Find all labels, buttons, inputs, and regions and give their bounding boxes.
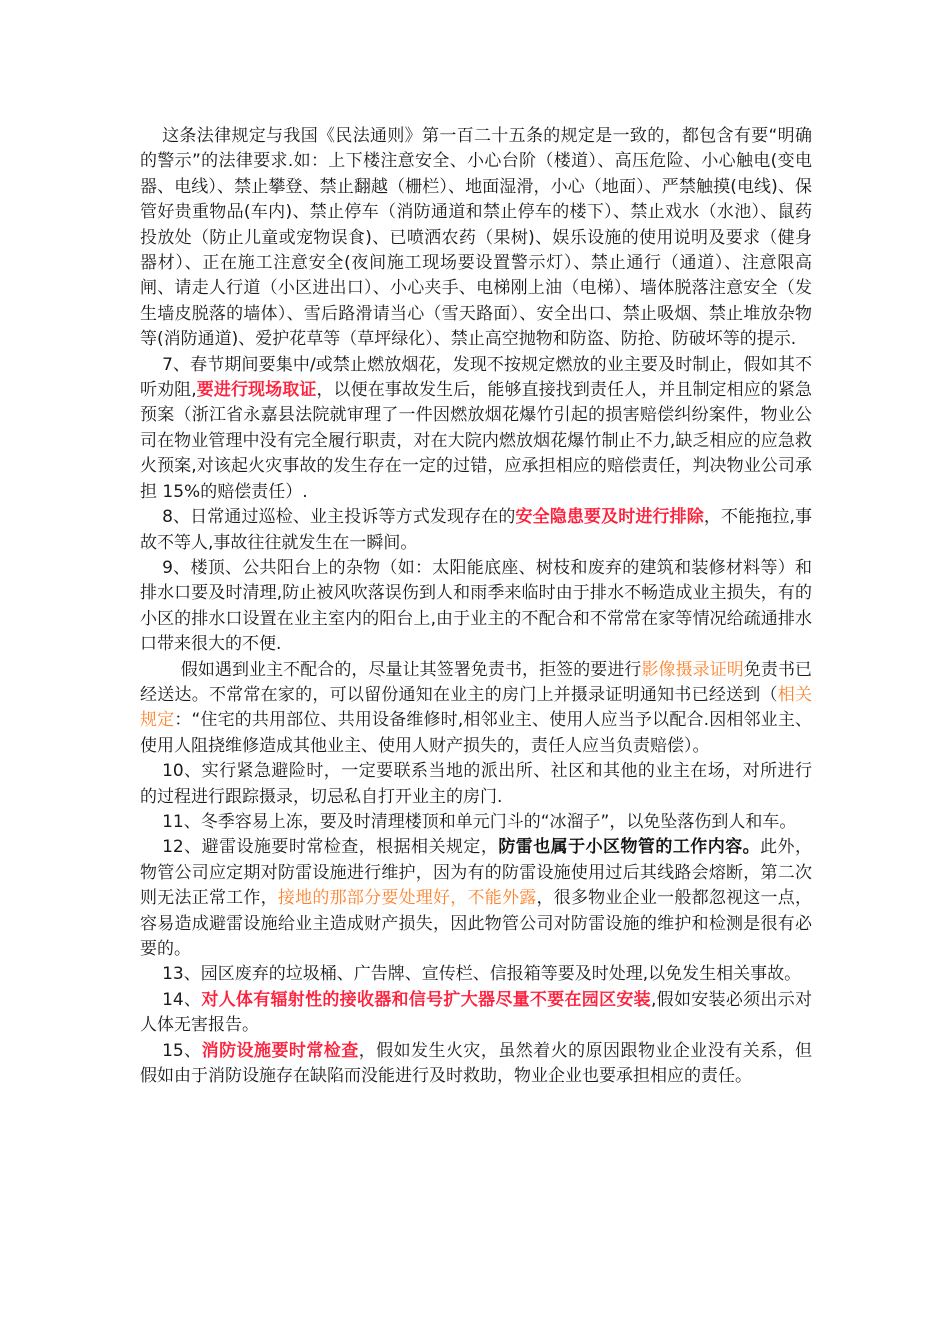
paragraph-text: 11、冬季容易上冻，要及时清理楼顶和单元门斗的“冰溜子”，以免坠落伤到人和车。 xyxy=(162,811,797,832)
document-body xyxy=(140,124,812,1089)
paragraph-text: 此外，物管公司应定期对防雷设施进行维护，因为有的防雷设施使用过后其线路会熔断，第二次则无法正常工作， xyxy=(140,837,812,909)
paragraph-text: 14、 xyxy=(162,989,202,1010)
paragraph-item-11 xyxy=(140,810,812,835)
highlight-text: 接地的那部分要处理好，不能外露 xyxy=(277,888,537,909)
paragraph-text: 13、园区废弃的垃圾桶、广告牌、宣传栏、信报箱等要及时处理,以免发生相关事故。 xyxy=(162,964,802,985)
paragraph-text: 7、春节期间要集中/或禁止燃放烟花，发现不按规定燃放的业主要及时制止，假如其不听劝阻, xyxy=(140,354,812,401)
paragraph-text: 假如遇到业主不配合的，尽量让其签署免责书，拒签的要进行 xyxy=(180,659,642,680)
highlight-text: 防雷也属于小区物管的工作内容。 xyxy=(498,837,761,858)
paragraph-text: 8、日常通过巡检、业主投诉等方式发现存在的 xyxy=(162,507,516,528)
paragraph-text: 12、避雷设施要时常检查，根据相关规定， xyxy=(162,837,499,858)
highlight-text: 相关规定 xyxy=(140,684,813,731)
paragraph-item-7 xyxy=(140,353,812,505)
paragraph-item-8 xyxy=(140,505,812,556)
paragraph-item-12 xyxy=(140,835,812,962)
paragraph-item-10 xyxy=(140,759,812,810)
paragraph-item-9-followup xyxy=(140,658,812,760)
highlight-text: 对人体有辐射性的接收器和信号扩大器尽量不要在园区安装 xyxy=(201,989,651,1010)
paragraph-text: 这条法律规定与我国《民法通则》第一百二十五条的规定是一致的，都包含有要“明确的警示”的法律要求.如：上下楼注意安全、小心台阶（楼道）、高压危险、小心触电(变电器、电线）、禁止攀登、禁止翻越（栅栏）、地面湿滑，小心（地面）、严禁触摸(电线)、保管好贵重物品(车内)、禁止停车（消防通道和禁止停车的楼下）、禁止戏水（水池）、鼠药投放处（防止儿童或宠物误食)、已喷洒农药（果树)、娱乐设施的使用说明及要求（健身器材）、正在施工注意安全(夜间施工现场要设置警示灯）、禁止通行（通道）、注意限高闸、请走人行道（小区进出口）、小心夹手、电梯刚上油（电梯）、墙体脱落注意安全（发生墙皮脱落的墙体）、雪后路滑请当心（雪天路面）、安全出口、禁止吸烟、禁止堆放杂物等(消防通道)、爱护花草等（草坪绿化）、禁止高空抛物和防盗、防抢、防破坏等的提示. xyxy=(140,126,812,350)
paragraph-text: ,假如安装必须出示对人体无害报告。 xyxy=(140,989,813,1036)
highlight-text: 影像摄录证明 xyxy=(641,659,744,680)
paragraph-text: ，很多物业企业一般都忽视这一点，容易造成避雷设施给业主造成财产损失，因此物管公司对防雷设施的维护和检测是很有必要的。 xyxy=(140,888,813,959)
paragraph-text: 9、楼顶、公共阳台上的杂物（如：太阳能底座、树枝和废弃的建筑和装修材料等）和排水口要及时清理,防止被风吹落误伤到人和雨季来临时由于排水不畅造成业主损失，有的小区的排水口设置在业主室内的阳台上,由于业主的不配合和不常常在家等情况给疏通排水口带来很大的不便. xyxy=(140,557,812,655)
paragraph-item-15 xyxy=(140,1039,812,1090)
highlight-text: 安全隐患要及时进行排除 xyxy=(515,507,704,528)
paragraph-text: ，以便在事故发生后，能够直接找到责任人，并且制定相应的紧急预案（浙江省永嘉县法院就审理了一件因燃放烟花爆竹引起的损害赔偿纠纷案件，物业公司在物业管理中没有完全履行职责，对在大院内燃放烟花爆竹制止不力,缺乏相应的应急救火预案,对该起火灾事故的发生存在一定的过错，应承担相应的赔偿责任，判决物业公司承担 15%的赔偿责任）. xyxy=(140,380,813,502)
paragraph-text: ，假如发生火灾，虽然着火的原因跟物业企业没有关系，但假如由于消防设施存在缺陷而没能进行及时救助，物业企业也要承担相应的责任。 xyxy=(140,1040,813,1087)
paragraph-warning-signs xyxy=(140,124,812,353)
paragraph-text: 10、实行紧急避险时，一定要联系当地的派出所、社区和其他的业主在场，对所进行的过程进行跟踪摄录，切忌私自打开业主的房门. xyxy=(140,761,812,807)
paragraph-text: ，不能拖拉,事故不等人,事故往往就发生在一瞬间。 xyxy=(140,507,813,553)
highlight-text: 消防设施要时常检查 xyxy=(201,1040,359,1061)
paragraph-text: 免责书已经送达。不常常在家的，可以留份通知在业主的房门上并摄录证明通知书已经送到（ xyxy=(140,659,813,705)
highlight-text: 要进行现场取证 xyxy=(196,380,317,401)
paragraph-item-13 xyxy=(140,962,812,987)
paragraph-item-9 xyxy=(140,556,812,658)
paragraph-text: 15、 xyxy=(162,1040,202,1061)
paragraph-text: ：“住宅的共用部位、共用设备维修时,相邻业主、使用人应当予以配合.因相邻业主、使用人阻挠维修造成其他业主、使用人财产损失的，责任人应当负责赔偿）。 xyxy=(140,710,812,756)
paragraph-item-14 xyxy=(140,988,812,1039)
